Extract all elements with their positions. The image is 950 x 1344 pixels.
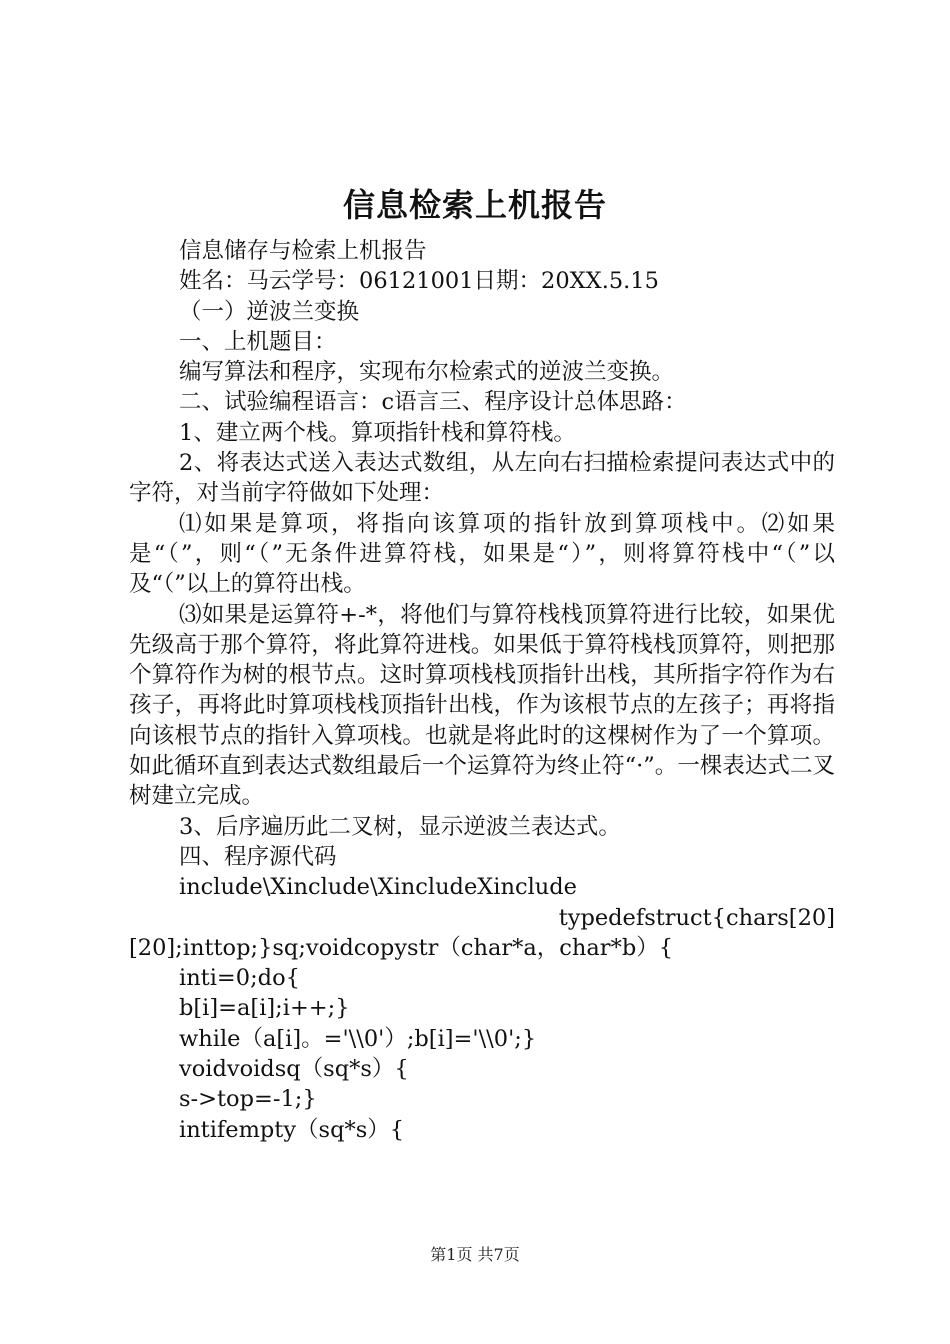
paragraph: 2、将表达式送入表达式数组，从左向右扫描检索提问表达式中的字符，对当前字符做如下处理： (129, 450, 835, 507)
paragraph: 编写算法和程序，实现布尔检索式的逆波兰变换。 (179, 359, 675, 386)
paragraph: 姓名：马云学号：06121001日期：20XX.5.15 (179, 268, 659, 295)
code-line: b[i]=a[i];i++;} (179, 995, 350, 1022)
code-line: [20];inttop;}sq;voidcopystr（char*a，char*b）{ (129, 934, 674, 961)
code-line: include\Xinclude\XincludeXinclude (179, 874, 577, 901)
code-line: intifempty（sq*s）{ (179, 1116, 405, 1143)
paragraph: （一）逆波兰变换 (179, 298, 360, 325)
code-line: inti=0;do{ (179, 965, 300, 992)
code-line: typedefstruct{chars[20] (558, 904, 835, 931)
document-title: 信息检索上机报告 (342, 186, 607, 224)
code-line: voidvoidsq（sq*s）{ (179, 1056, 409, 1083)
code-line: s->top=-1;} (179, 1086, 317, 1113)
paragraph: ⑴如果是算项，将指向该算项的指针放到算项栈中。⑵如果是“（”，则“（”无条件进算符栈，如果是“）”，则将算符栈中“（”以及“（”以上的算符出栈。 (129, 510, 835, 598)
paragraph: 四、程序源代码 (179, 843, 337, 870)
paragraph: 信息储存与检索上机报告 (179, 238, 427, 264)
document-body (129, 236, 835, 1145)
paragraph: 二、试验编程语言：c语言三、程序设计总体思路： (179, 389, 687, 416)
page-footer: 第1页 共7页 (430, 1245, 520, 1264)
paragraph: 一、上机题目： (179, 328, 337, 355)
paragraph: ⑶如果是运算符+-*，将他们与算符栈栈顶算符进行比较，如果优先级高于那个算符，将此算符进栈。如果低于算符栈栈顶算符，则把那个算符作为树的根节点。这时算项栈栈顶指针出栈，其所指字符作为右孩子，再将此时算项栈栈顶指针出栈，作为该根节点的左孩子；再将指向该根节点的指针入算项栈。也就是将此时的这棵树作为了一个算项。如此循环直到表达式数组最后一个运算符为终止符“·”。一棵表达式二叉树建立完成。 (129, 601, 835, 810)
paragraph: 1、建立两个栈。算项指针栈和算符栈。 (179, 419, 576, 446)
paragraph: 3、后序遍历此二叉树，显示逆波兰表达式。 (179, 813, 621, 840)
code-line: while（a[i]。='\\0'）;b[i]='\\0';} (179, 1025, 537, 1052)
